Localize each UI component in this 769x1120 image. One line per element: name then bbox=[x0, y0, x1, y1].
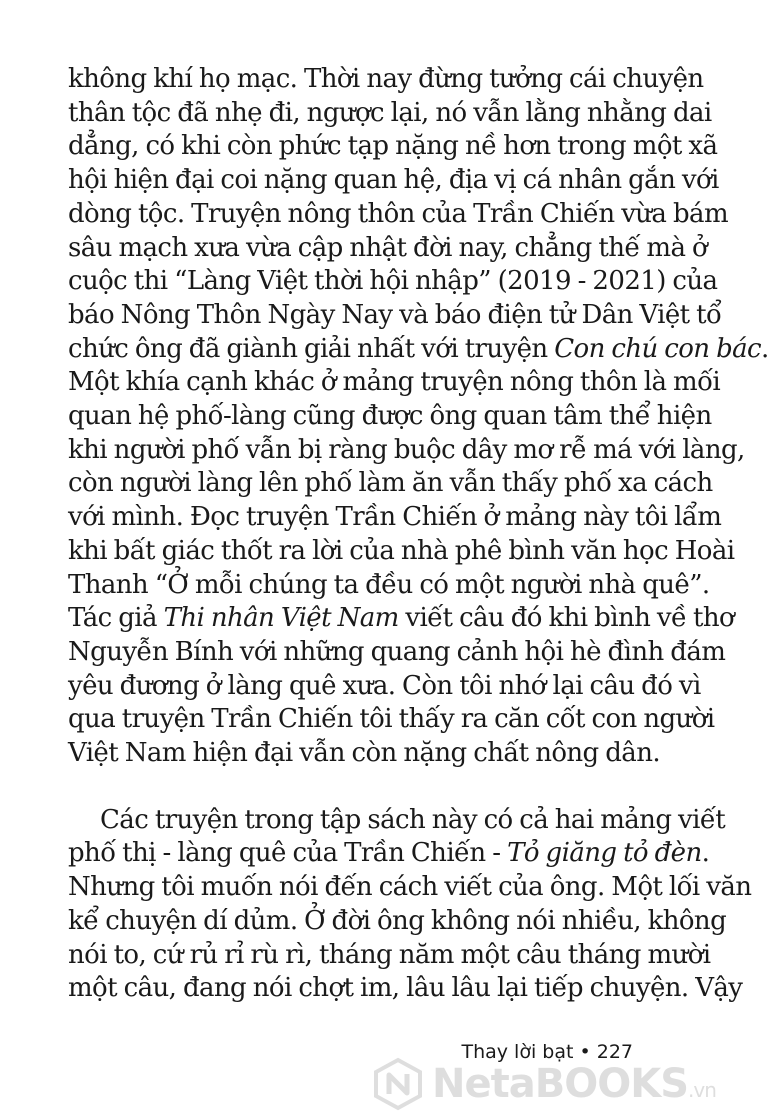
text-line: kể chuyện dí dủm. Ở đời ông không nói nhiều, không bbox=[68, 905, 727, 936]
text-line: Tác giả Thi nhân Việt Nam viết câu đó khi bình về thơ bbox=[68, 603, 735, 634]
page-number: 227 bbox=[596, 1041, 633, 1063]
text-line: chức ông đã giành giải nhất với truyện Con chú con bác. bbox=[68, 333, 769, 364]
text-line: hội hiện đại coi nặng quan hệ, địa vị cá nhân gắn với bbox=[68, 165, 719, 196]
watermark-brand: NetaBOOKS.vn bbox=[432, 1061, 716, 1107]
italic-title: Thi nhân Việt Nam bbox=[163, 603, 399, 634]
text-line: yêu đương ở làng quê xưa. Còn tôi nhớ lại câu đó vì bbox=[68, 670, 701, 701]
text-line: Nguyễn Bính với những quang cảnh hội hè đình đám bbox=[68, 636, 726, 667]
text-line: dòng tộc. Truyện nông thôn của Trần Chiến vừa bám bbox=[68, 198, 728, 229]
text-line: Các truyện trong tập sách này có cả hai mảng viết bbox=[100, 804, 726, 835]
text-line: cuộc thi “Làng Việt thời hội nhập” (2019 - 2021) của bbox=[68, 266, 718, 297]
text-line: sâu mạch xưa vừa cập nhật đời nay, chẳng thế mà ở bbox=[68, 232, 708, 263]
italic-title: Con chú con bác bbox=[554, 333, 762, 364]
watermark bbox=[372, 1058, 716, 1110]
text-line: nói to, cứ rủ rỉ rù rì, tháng năm một câu tháng mười bbox=[68, 939, 711, 970]
running-header: Thay lời bạt bbox=[461, 1041, 574, 1063]
text-line: với mình. Đọc truyện Trần Chiến ở mảng này tôi lẩm bbox=[68, 502, 722, 533]
text-line: Một khía cạnh khác ở mảng truyện nông thôn là mối bbox=[68, 367, 721, 398]
italic-title: Tỏ giăng tỏ đèn bbox=[507, 838, 702, 869]
text-line: quan hệ phố-làng cũng được ông quan tâm thể hiện bbox=[68, 401, 712, 431]
text-line: Nhưng tôi muốn nói đến cách viết của ông. Một lối văn bbox=[68, 872, 752, 903]
text-line: khi người phố vẫn bị ràng buộc dây mơ rễ má với làng, bbox=[68, 434, 745, 465]
text-line: báo Nông Thôn Ngày Nay và báo điện tử Dân Việt tổ bbox=[68, 299, 722, 330]
text-line: dẳng, có khi còn phức tạp nặng nề hơn trong một xã bbox=[68, 131, 718, 162]
text-line: phố thị - làng quê của Trần Chiến - Tỏ giăng tỏ đèn. bbox=[68, 838, 710, 869]
text-line: qua truyện Trần Chiến tôi thấy ra căn cốt con người bbox=[68, 704, 715, 735]
text-line: khi bất giác thốt ra lời của nhà phê bình văn học Hoài bbox=[68, 535, 735, 566]
text-line: còn người làng lên phố làm ăn vẫn thấy phố xa cách bbox=[68, 468, 713, 499]
text-line: Thanh “Ở mỗi chúng ta đều có một người nhà quê”. bbox=[68, 569, 710, 600]
text-line: thân tộc đã nhẹ đi, ngược lại, nó vẫn lằng nhằng dai bbox=[68, 97, 712, 128]
footer-separator: • bbox=[579, 1041, 591, 1063]
text-line: Việt Nam hiện đại vẫn còn nặng chất nông dân. bbox=[68, 738, 660, 768]
netabooks-logo-icon bbox=[372, 1058, 424, 1110]
text-line: không khí họ mạc. Thời nay đừng tưởng cái chuyện bbox=[68, 64, 704, 94]
text-line: một câu, đang nói chợt im, lâu lâu lại tiếp chuyện. Vậy bbox=[68, 973, 743, 1004]
